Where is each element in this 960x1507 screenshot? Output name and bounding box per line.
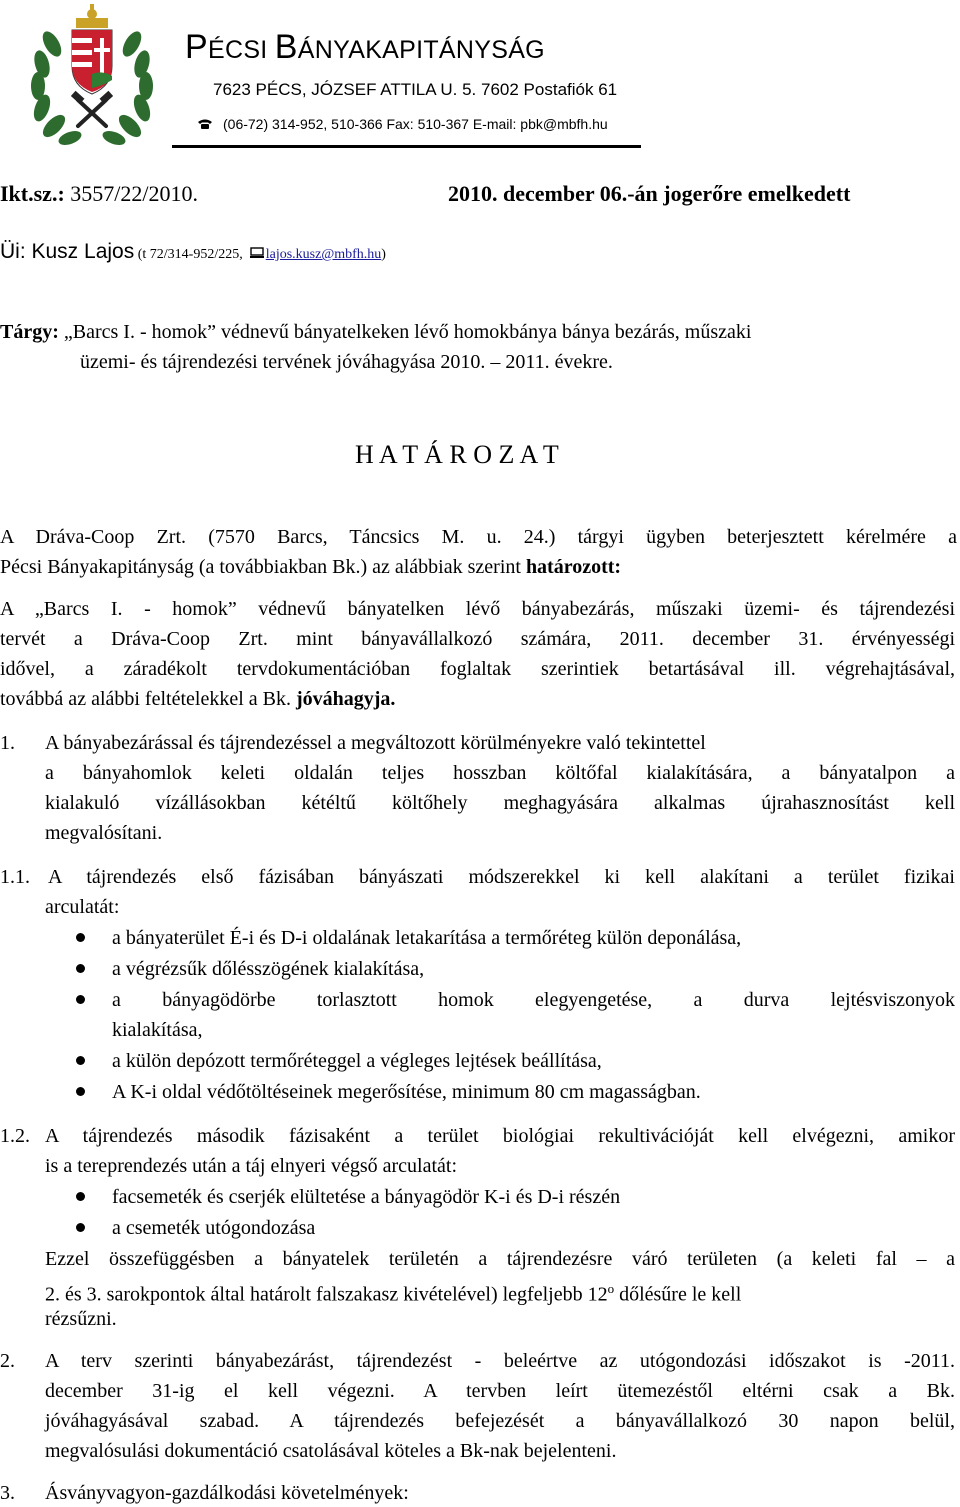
item-1-line-1: A bányabezárással és tájrendezéssel a megváltozott körülményekre való tekintettel: [45, 732, 706, 754]
computer-icon: [250, 247, 264, 259]
intro-line-2: [0, 555, 621, 579]
item-1-1-line-2: arculatát:: [45, 896, 120, 918]
decision-line-4: [0, 687, 395, 711]
item-1-line-2: a bányahomlok keleti oldalán teljes hosszban költőfal kialakítására, a bányatalpon a: [45, 762, 955, 784]
item-1-line-4: megvalósítani.: [45, 822, 163, 844]
item-1-1-bullet-2: a végrézsűk dőlésszögének kialakítása,: [112, 958, 425, 980]
organization-contact: [197, 116, 608, 132]
bullet-dot: [76, 964, 85, 973]
decision-title: H A T Á R O Z A T: [355, 440, 559, 469]
org-part-1: ÉCSI: [207, 36, 275, 64]
decision-line-1: A „Barcs I. - homok” védnevű bányatelken lévő bányabezárás, műszaki üzemi- és tájrendezési: [0, 598, 955, 620]
iktsz-label: Ikt.sz.:: [0, 181, 65, 206]
item-1-1-bullet-5: A K-i oldal védőtöltéseinek megerősítése, minimum 80 cm magasságban.: [112, 1081, 701, 1103]
item-2-line-4: megvalósulási dokumentáció csatolásával köteles a Bk-nak bejelenteni.: [45, 1440, 617, 1462]
legal-status: 2010. december 06.-án jogerőre emelkedett: [448, 181, 851, 206]
item-1-2-line-5: rézsűzni.: [45, 1308, 117, 1330]
subject-line-2: üzemi- és tájrendezési tervének jóváhagyása 2010. – 2011. évekre.: [80, 351, 613, 373]
org-initial-p: P: [185, 28, 208, 66]
intro-decided: határozott:: [525, 556, 622, 578]
bullet-dot: [76, 995, 85, 1004]
organization-name: [185, 28, 545, 67]
item-1-1-bullet-3: a bányagödörbe torlasztott homok elegyengetése, a durva lejtésviszonyok: [112, 989, 955, 1011]
case-officer: [0, 240, 386, 267]
coat-of-arms-logo: [22, 4, 162, 152]
item-2-number: 2.: [0, 1350, 15, 1372]
degree-superscript: o: [607, 1281, 615, 1296]
item-1-1-bullet-4: a külön depózott termőréteggel a végleges lejtések beállítása,: [112, 1050, 602, 1072]
decision-text-4: továbbá az alábbi feltételekkel a Bk.: [0, 688, 291, 710]
subject-line-1: [0, 320, 751, 344]
telephone-icon: [197, 118, 213, 130]
item-1-1-number: 1.1.: [0, 866, 30, 888]
item-2-line-1: A terv szerinti bányabezárást, tájrendezést - beleértve az utógondozási időszakot is -2011.: [45, 1350, 955, 1372]
item-1-2-number: 1.2.: [0, 1125, 30, 1147]
item-1-2-text-4b: dőlésűre le kell: [614, 1283, 742, 1306]
bullet-dot: [76, 1192, 85, 1201]
item-1-1-bullet-1: a bányaterület É-i és D-i oldalának letakarítása a termőréteg külön deponálása,: [112, 927, 742, 949]
decision-approve: jóváhagyja.: [295, 688, 396, 710]
bullet-dot: [76, 1056, 85, 1065]
item-1-number: 1.: [0, 732, 15, 754]
item-3-line-1: Ásványvagyon-gazdálkodási követelmények:: [45, 1482, 409, 1504]
item-1-2-text-4a: 2. és 3. sarokpontok által határolt falszakasz kivételével) legfeljebb 12: [45, 1283, 608, 1306]
case-officer-close-paren: ): [381, 247, 386, 262]
item-1-2-bullet-2: a csemeték utógondozása: [112, 1217, 316, 1239]
bullet-dot: [76, 933, 85, 942]
organization-address: 7623 PÉCS, JÓZSEF ATTILA U. 5. 7602 Postafiók 61: [213, 80, 618, 99]
case-officer-name: Üi: Kusz Lajos: [0, 240, 135, 263]
item-1-line-3: kialakuló vízállásokban kétéltű költőhely meghagyására alkalmas újrahasznosítást kell: [45, 792, 955, 814]
item-1-2-line-4: [45, 1277, 741, 1307]
item-1-1-bullet-3-cont: kialakítása,: [112, 1019, 203, 1041]
item-1-2-line-2: is a tereprendezés után a táj elnyeri végső arculatát:: [45, 1155, 458, 1177]
contact-text: (06-72) 314-952, 510-366 Fax: 510-367 E-mail: pbk@mbfh.hu: [223, 116, 608, 132]
item-1-1-line-1: A tájrendezés első fázisában bányászati módszerekkel ki kell alakítani a terület fizikai: [48, 866, 955, 888]
intro-line-1: A Dráva-Coop Zrt. (7570 Barcs, Táncsics M. u. 24.) tárgyi ügyben beterjesztett kérelmére a: [0, 526, 957, 548]
decision-line-3: idővel, a záradékolt tervdokumentációban foglaltak szerintiek betartásával ill. végrehajtásával,: [0, 658, 955, 680]
iktsz-value: 3557/22/2010.: [64, 181, 199, 206]
header-divider: [172, 145, 641, 148]
subject-label: Tárgy:: [0, 321, 59, 343]
item-1-2-line-1: A tájrendezés második fázisaként a terület biológiai rekultivációját kell elvégezni, amikor: [45, 1125, 955, 1147]
subject-text-1: „Barcs I. - homok” védnevű bányatelkeken lévő homokbánya bánya bezárás, műszaki: [63, 321, 752, 343]
intro-text: Pécsi Bányakapitányság (a továbbiakban Bk.) az alábbiak szerint: [0, 556, 521, 578]
bullet-dot: [76, 1223, 85, 1232]
item-3-number: 3.: [0, 1482, 15, 1504]
case-officer-phone: (t 72/314-952/225,: [134, 247, 243, 262]
decision-line-2: tervét a Dráva-Coop Zrt. mint bányavállalkozó számára, 2011. december 31. érvényességi: [0, 628, 955, 650]
case-officer-email-link[interactable]: lajos.kusz@mbfh.hu: [265, 247, 382, 262]
bullet-dot: [76, 1087, 85, 1096]
item-1-2-line-3: Ezzel összefüggésben a bányatelek területén a tájrendezésre váró területen (a keleti fal – a: [45, 1248, 955, 1270]
item-2-line-2: december 31-ig el kell végezni. A tervben leírt ütemezéstől eltérni csak a Bk.: [45, 1380, 955, 1402]
item-1-2-bullet-1: facsemeték és cserjék elültetése a bányagödör K-i és D-i részén: [112, 1186, 621, 1208]
org-initial-b: B: [274, 28, 298, 66]
item-2-line-3: jóváhagyásával szabad. A tájrendezés befejezését a bányavállalkozó 30 napon belül,: [45, 1410, 955, 1432]
org-part-2: ÁNYAKAPITÁNYSÁG: [297, 36, 545, 64]
reference-number: [0, 182, 198, 206]
